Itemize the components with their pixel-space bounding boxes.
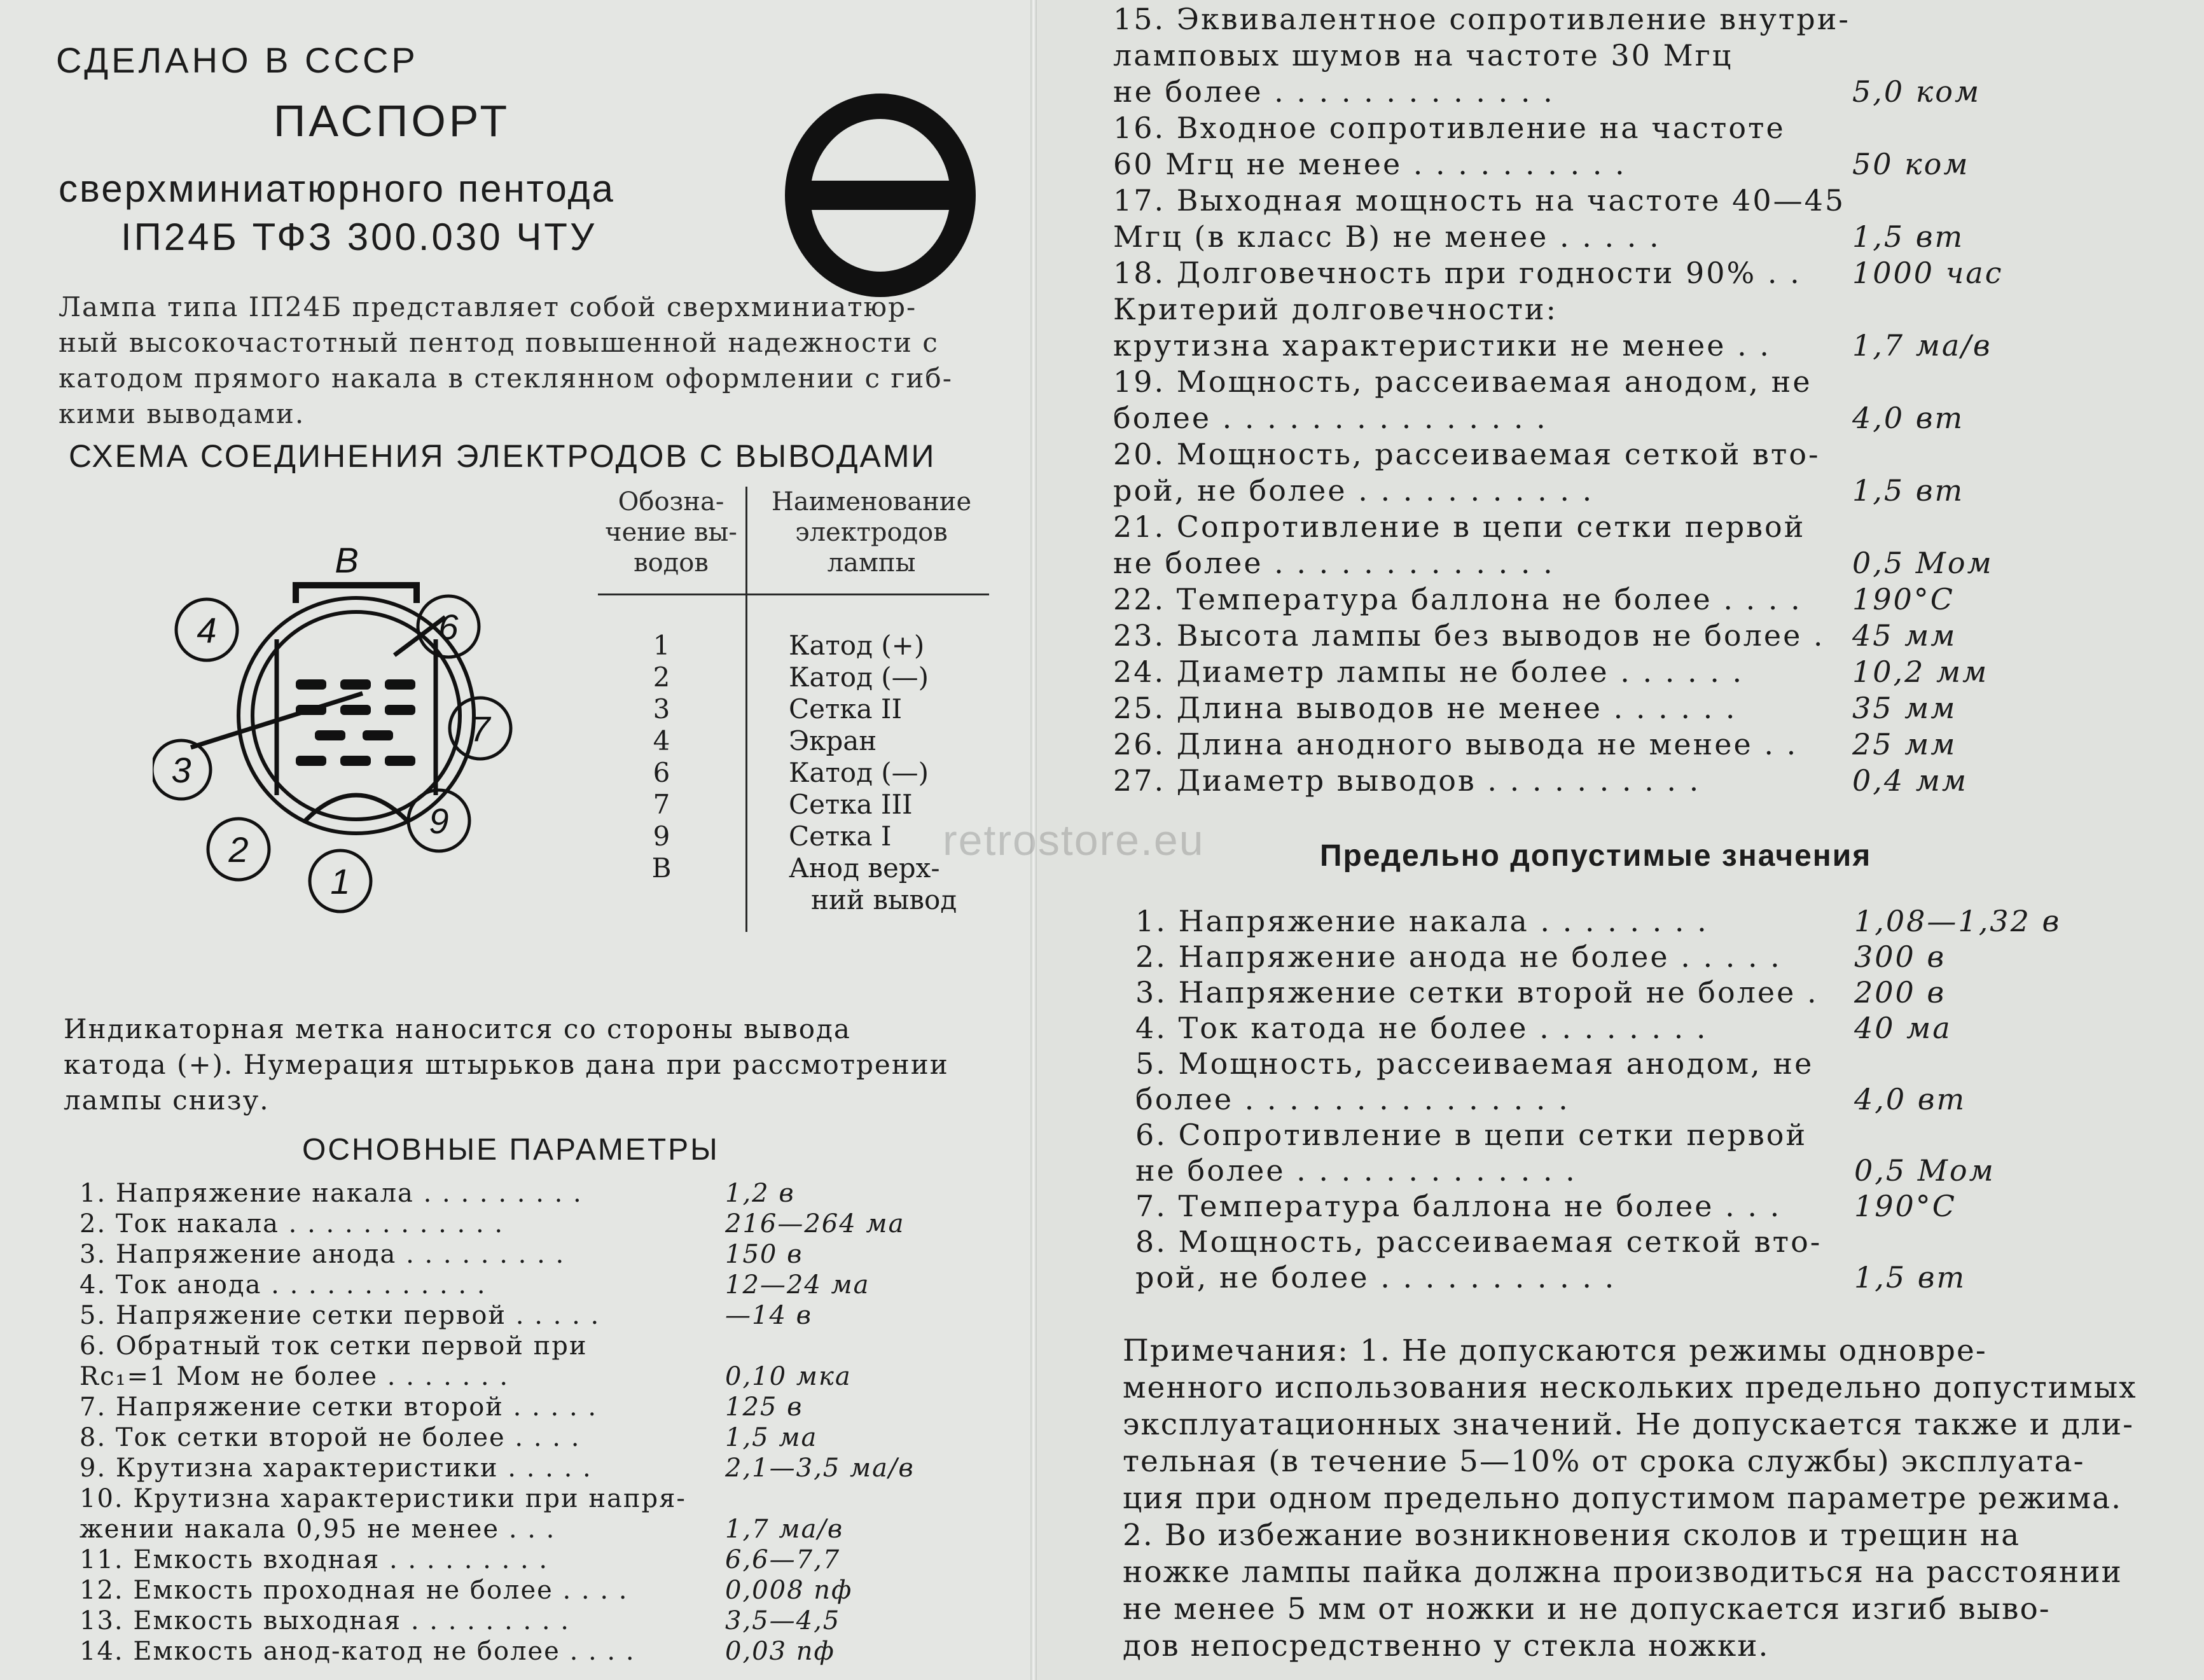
made-in-label: СДЕЛАНО В СССР — [56, 40, 419, 80]
param-value: 1,5 ма — [725, 1423, 818, 1452]
limit-value: 40 ма — [1854, 1011, 1952, 1045]
document-subtitle-line2: IП24Б ТФЗ 300.030 ЧТУ — [121, 216, 597, 258]
limit-label: 1. Напряжение накала . . . . . . . . — [1135, 904, 1708, 938]
param-row — [80, 1239, 995, 1270]
param-value: 1000 час — [1852, 256, 2004, 290]
param-row — [80, 1606, 995, 1636]
param-value: 1,7 ма/в — [725, 1515, 844, 1544]
header-line: чение вы- — [605, 518, 737, 547]
limit-label: 4. Ток катода не более . . . . . . . . — [1135, 1011, 1708, 1045]
limit-row — [1135, 1153, 2153, 1188]
param-label: 8. Ток сетки второй не более . . . . — [80, 1423, 581, 1452]
limit-label: 5. Мощность, рассеиваемая анодом, не — [1135, 1046, 1814, 1081]
pin-number: 3 — [653, 693, 670, 725]
param-label: 17. Выходная мощность на частоте 40—45 — [1113, 183, 1846, 218]
intro-line: кими выводами. — [59, 398, 305, 429]
param-label: 1. Напряжение накала . . . . . . . . . — [80, 1179, 583, 1208]
remark-line: ция при одном предельно допустимом параметре режима. — [1123, 1481, 2123, 1516]
param-value: 1,5 вт — [1852, 219, 1965, 254]
param-row — [1113, 545, 2131, 581]
param-row — [80, 1361, 995, 1392]
limit-row — [1135, 939, 2153, 975]
limit-value: 4,0 вт — [1854, 1082, 1967, 1116]
document-subtitle-line1: сверхминиатюрного пентода — [59, 167, 615, 210]
param-value: 3,5—4,5 — [725, 1606, 841, 1635]
param-row — [80, 1575, 995, 1606]
param-label: 6. Обратный ток сетки первой при — [80, 1331, 588, 1361]
param-row — [1113, 110, 2131, 146]
limit-row — [1135, 1260, 2153, 1295]
pin-number: 2 — [653, 662, 670, 693]
limit-row — [1135, 1188, 2153, 1224]
param-row — [1113, 690, 2131, 726]
remark-line: дов непосредственно у стекла ножки. — [1123, 1628, 1770, 1663]
param-row — [1113, 38, 2131, 74]
header-line: Наименование — [771, 487, 972, 517]
param-value: 0,10 мка — [725, 1362, 852, 1391]
param-row — [1113, 473, 2131, 509]
param-value: 0,4 мм — [1852, 763, 1969, 798]
limit-label: 7. Температура баллона не более . . . — [1135, 1189, 1782, 1223]
pin-label-2: 2 — [228, 830, 249, 870]
param-value: 0,5 Мом — [1852, 546, 1993, 580]
limit-value: 1,5 вт — [1854, 1260, 1967, 1295]
param-label: 27. Диаметр выводов . . . . . . . . . . — [1113, 763, 1701, 798]
param-label: 4. Ток анода . . . . . . . . . . . . — [80, 1270, 487, 1300]
limit-row — [1135, 1224, 2153, 1260]
limit-label: 6. Сопротивление в цепи сетки первой — [1135, 1118, 1808, 1152]
param-label: 16. Входное сопротивление на частоте — [1113, 111, 1785, 145]
param-label: 22. Температура баллона не более . . . . — [1113, 582, 1802, 616]
limit-label: 2. Напряжение анода не более . . . . . — [1135, 940, 1782, 974]
more-params-list — [1113, 1, 2131, 799]
pin-number: 4 — [653, 725, 670, 756]
pin-electrode: Сетка I — [789, 821, 892, 852]
param-label: Критерий долговечности: — [1113, 292, 1558, 326]
param-row — [1113, 654, 2131, 690]
param-label: 24. Диаметр лампы не более . . . . . . — [1113, 655, 1744, 689]
limit-row — [1135, 1117, 2153, 1153]
note-line: лампы снизу. — [64, 1085, 270, 1116]
param-label: ламповых шумов на частоте 30 Мгц — [1113, 38, 1733, 73]
note-line: Индикаторная метка наносится со стороны вывода — [64, 1013, 851, 1045]
schema-heading: СХЕМА СОЕДИНЕНИЯ ЭЛЕКТРОДОВ С ВЫВОДАМИ — [69, 438, 936, 474]
pin-electrode: Катод (+) — [789, 630, 925, 661]
limit-value: 0,5 Мом — [1854, 1153, 1995, 1188]
param-value: 0,008 пф — [725, 1576, 853, 1605]
param-row — [1113, 291, 2131, 328]
param-label: Мгц (в класс В) не менее . . . . . — [1113, 219, 1661, 254]
pin-label-4: 4 — [197, 610, 217, 650]
param-value: 4,0 вт — [1852, 401, 1965, 435]
param-row — [80, 1514, 995, 1545]
limit-value: 190°С — [1854, 1189, 1957, 1223]
param-value: 5,0 ком — [1852, 74, 1981, 109]
header-line: водов — [634, 548, 709, 578]
remarks-paragraph — [1123, 1333, 2191, 1665]
param-row — [1113, 726, 2131, 763]
param-label: жении накала 0,95 не менее . . . — [80, 1515, 556, 1544]
pin-electrode: Анод верх- — [789, 852, 940, 884]
limits-heading: Предельно допустимые значения — [1320, 839, 1872, 873]
limit-row — [1135, 1010, 2153, 1046]
limit-row — [1135, 1046, 2153, 1081]
pin-electrode: Катод (—) — [789, 757, 929, 788]
note-line: катода (+). Нумерация штырьков дана при рассмотрении — [64, 1049, 949, 1080]
param-row — [1113, 183, 2131, 219]
watermark-text: retrostore.eu — [943, 816, 1205, 864]
param-label: Rc₁=1 Мом не более . . . . . . . — [80, 1362, 509, 1391]
param-row — [1113, 400, 2131, 436]
param-value: 190°С — [1852, 582, 1955, 616]
param-label: 5. Напряжение сетки первой . . . . . — [80, 1301, 600, 1330]
param-row — [80, 1636, 995, 1667]
param-value: 10,2 мм — [1852, 655, 1989, 689]
param-label: 2. Ток накала . . . . . . . . . . . . — [80, 1209, 504, 1239]
document-title: ПАСПОРТ — [274, 96, 511, 146]
main-params-list — [80, 1178, 995, 1667]
limit-row — [1135, 975, 2153, 1010]
pin-table-header-designation — [598, 487, 744, 578]
main-params-heading: ОСНОВНЫЕ ПАРАМЕТРЫ — [302, 1133, 719, 1167]
pin-number: В — [651, 852, 672, 884]
pin-number: 9 — [653, 821, 670, 852]
param-label: 14. Емкость анод-катод не более . . . . — [80, 1637, 635, 1666]
remark-line: ножке лампы пайка должна производиться на расстоянии — [1123, 1555, 2123, 1590]
limit-value: 1,08—1,32 в — [1854, 904, 2062, 938]
table-divider — [745, 487, 747, 932]
limit-value: 200 в — [1854, 975, 1946, 1010]
param-value: 1,7 ма/в — [1852, 328, 1992, 363]
limit-label: не более . . . . . . . . . . . . . — [1135, 1153, 1577, 1188]
param-row — [80, 1483, 995, 1514]
param-value: 25 мм — [1852, 727, 1957, 761]
remark-line: менного использования нескольких предельно допустимых — [1123, 1370, 2137, 1405]
intro-paragraph — [59, 289, 1000, 432]
param-label: более . . . . . . . . . . . . . . . — [1113, 401, 1548, 435]
param-label: 13. Емкость выходная . . . . . . . . . — [80, 1606, 570, 1635]
param-value: 35 мм — [1852, 691, 1957, 725]
right-page — [1037, 0, 2204, 1680]
limit-label: более . . . . . . . . . . . . . . . — [1135, 1082, 1570, 1116]
remark-line: Примечания: 1. Не допускаются режимы одновре- — [1123, 1333, 1987, 1368]
param-value: 2,1—3,5 ма/в — [725, 1454, 915, 1483]
pin-electrode: Сетка II — [789, 693, 903, 725]
pin-electrode: Сетка III — [789, 789, 913, 820]
param-row — [80, 1331, 995, 1361]
limit-label: рой, не более . . . . . . . . . . . — [1135, 1260, 1616, 1295]
param-row — [80, 1545, 995, 1575]
param-row — [1113, 1, 2131, 38]
param-label: 10. Крутизна характеристики при напря- — [80, 1484, 686, 1513]
param-row — [1113, 146, 2131, 183]
pin-label-6: 6 — [438, 607, 459, 647]
param-label: 21. Сопротивление в цепи сетки первой — [1113, 510, 1806, 544]
pin-connection-diagram — [153, 541, 560, 922]
param-row — [1113, 219, 2131, 255]
pin-number: 1 — [653, 630, 670, 661]
param-value: 1,5 вт — [1852, 473, 1965, 508]
param-row — [80, 1209, 995, 1239]
param-label: 7. Напряжение сетки второй . . . . . — [80, 1392, 598, 1422]
param-value: 6,6—7,7 — [725, 1545, 841, 1574]
param-label: 60 Мгц не менее . . . . . . . . . . — [1113, 147, 1626, 181]
pin-label-7: 7 — [470, 709, 490, 749]
param-value: 216—264 ма — [725, 1209, 905, 1239]
pin-table-header-electrode — [754, 487, 989, 578]
param-value: 12—24 ма — [725, 1270, 870, 1300]
pin-assignment-table — [598, 487, 992, 945]
param-row — [1113, 74, 2131, 110]
param-row — [1113, 763, 2131, 799]
pin-label-3: 3 — [171, 750, 191, 790]
param-label: крутизна характеристики не менее . . — [1113, 328, 1771, 363]
param-label: 26. Длина анодного вывода не менее . . — [1113, 727, 1798, 761]
param-label: 19. Мощность, рассеиваемая анодом, не — [1113, 364, 1812, 399]
param-label: 9. Крутизна характеристики . . . . . — [80, 1454, 592, 1483]
limits-list — [1135, 903, 2153, 1295]
param-value: 0,03 пф — [725, 1637, 835, 1666]
param-label: 12. Емкость проходная не более . . . . — [80, 1576, 628, 1605]
pin-number: 7 — [653, 789, 670, 820]
param-row — [1113, 581, 2131, 618]
pin-label-1: 1 — [330, 861, 350, 901]
header-line: Обозна- — [618, 487, 724, 517]
param-row — [80, 1392, 995, 1422]
param-row — [1113, 436, 2131, 473]
limit-label: 3. Напряжение сетки второй не более . — [1135, 975, 1819, 1010]
intro-line: Лампа типа IП24Б представляет собой сверхминиатюр- — [59, 291, 917, 323]
limit-row — [1135, 1081, 2153, 1117]
remark-line: тельная (в течение 5—10% от срока службы) эксплуата- — [1123, 1444, 2085, 1479]
param-label: 18. Долговечность при годности 90% . . — [1113, 256, 1801, 290]
header-line: лампы — [827, 548, 916, 578]
param-row — [80, 1422, 995, 1453]
param-row — [1113, 509, 2131, 545]
param-row — [1113, 364, 2131, 400]
remark-line: 2. Во избежание возникновения сколов и трещин на — [1123, 1518, 2021, 1553]
param-value: 1,2 в — [725, 1179, 795, 1208]
remark-line: не менее 5 мм от ножки и не допускается изгиб выво- — [1123, 1592, 2051, 1627]
left-page — [0, 0, 1030, 1680]
pin-label-9: 9 — [429, 801, 449, 841]
param-row — [1113, 328, 2131, 364]
param-label: не более . . . . . . . . . . . . . — [1113, 546, 1555, 580]
marking-note — [64, 1011, 986, 1118]
remark-line: эксплуатационных значений. Не допускается также и дли- — [1123, 1407, 2135, 1442]
factory-logo-icon — [780, 84, 983, 307]
param-value: —14 в — [725, 1301, 812, 1330]
param-value: 45 мм — [1852, 618, 1957, 653]
param-label: рой, не более . . . . . . . . . . . — [1113, 473, 1594, 508]
param-label: 15. Эквивалентное сопротивление внутри- — [1113, 2, 1850, 36]
intro-line: ный высокочастотный пентод повышенной надежности с — [59, 327, 939, 358]
limit-row — [1135, 903, 2153, 939]
param-value: 125 в — [725, 1392, 803, 1422]
pin-number: 6 — [653, 757, 670, 788]
param-row — [80, 1178, 995, 1209]
param-value: 150 в — [725, 1240, 803, 1269]
pin-electrode: Катод (—) — [789, 662, 929, 693]
limit-label: 8. Мощность, рассеиваемая сеткой вто- — [1135, 1225, 1822, 1259]
param-row — [80, 1270, 995, 1300]
pin-electrode: ний вывод — [811, 884, 957, 915]
param-value: 50 ком — [1852, 147, 1970, 181]
table-divider — [598, 594, 989, 595]
anode-top-label: В — [335, 541, 359, 580]
pin-electrode: Экран — [789, 725, 877, 756]
param-label: не более . . . . . . . . . . . . . — [1113, 74, 1555, 109]
limit-value: 300 в — [1854, 940, 1946, 974]
param-row — [80, 1453, 995, 1483]
intro-line: катодом прямого накала в стеклянном оформлении с гиб- — [59, 363, 953, 394]
param-label: 20. Мощность, рассеиваемая сеткой вто- — [1113, 437, 1820, 471]
param-label: 25. Длина выводов не менее . . . . . . — [1113, 691, 1737, 725]
param-label: 3. Напряжение анода . . . . . . . . . — [80, 1240, 565, 1269]
param-label: 23. Высота лампы без выводов не более . — [1113, 618, 1825, 653]
param-row — [80, 1300, 995, 1331]
param-row — [1113, 618, 2131, 654]
param-label: 11. Емкость входная . . . . . . . . . — [80, 1545, 549, 1574]
header-line: электродов — [795, 518, 948, 547]
param-row — [1113, 255, 2131, 291]
